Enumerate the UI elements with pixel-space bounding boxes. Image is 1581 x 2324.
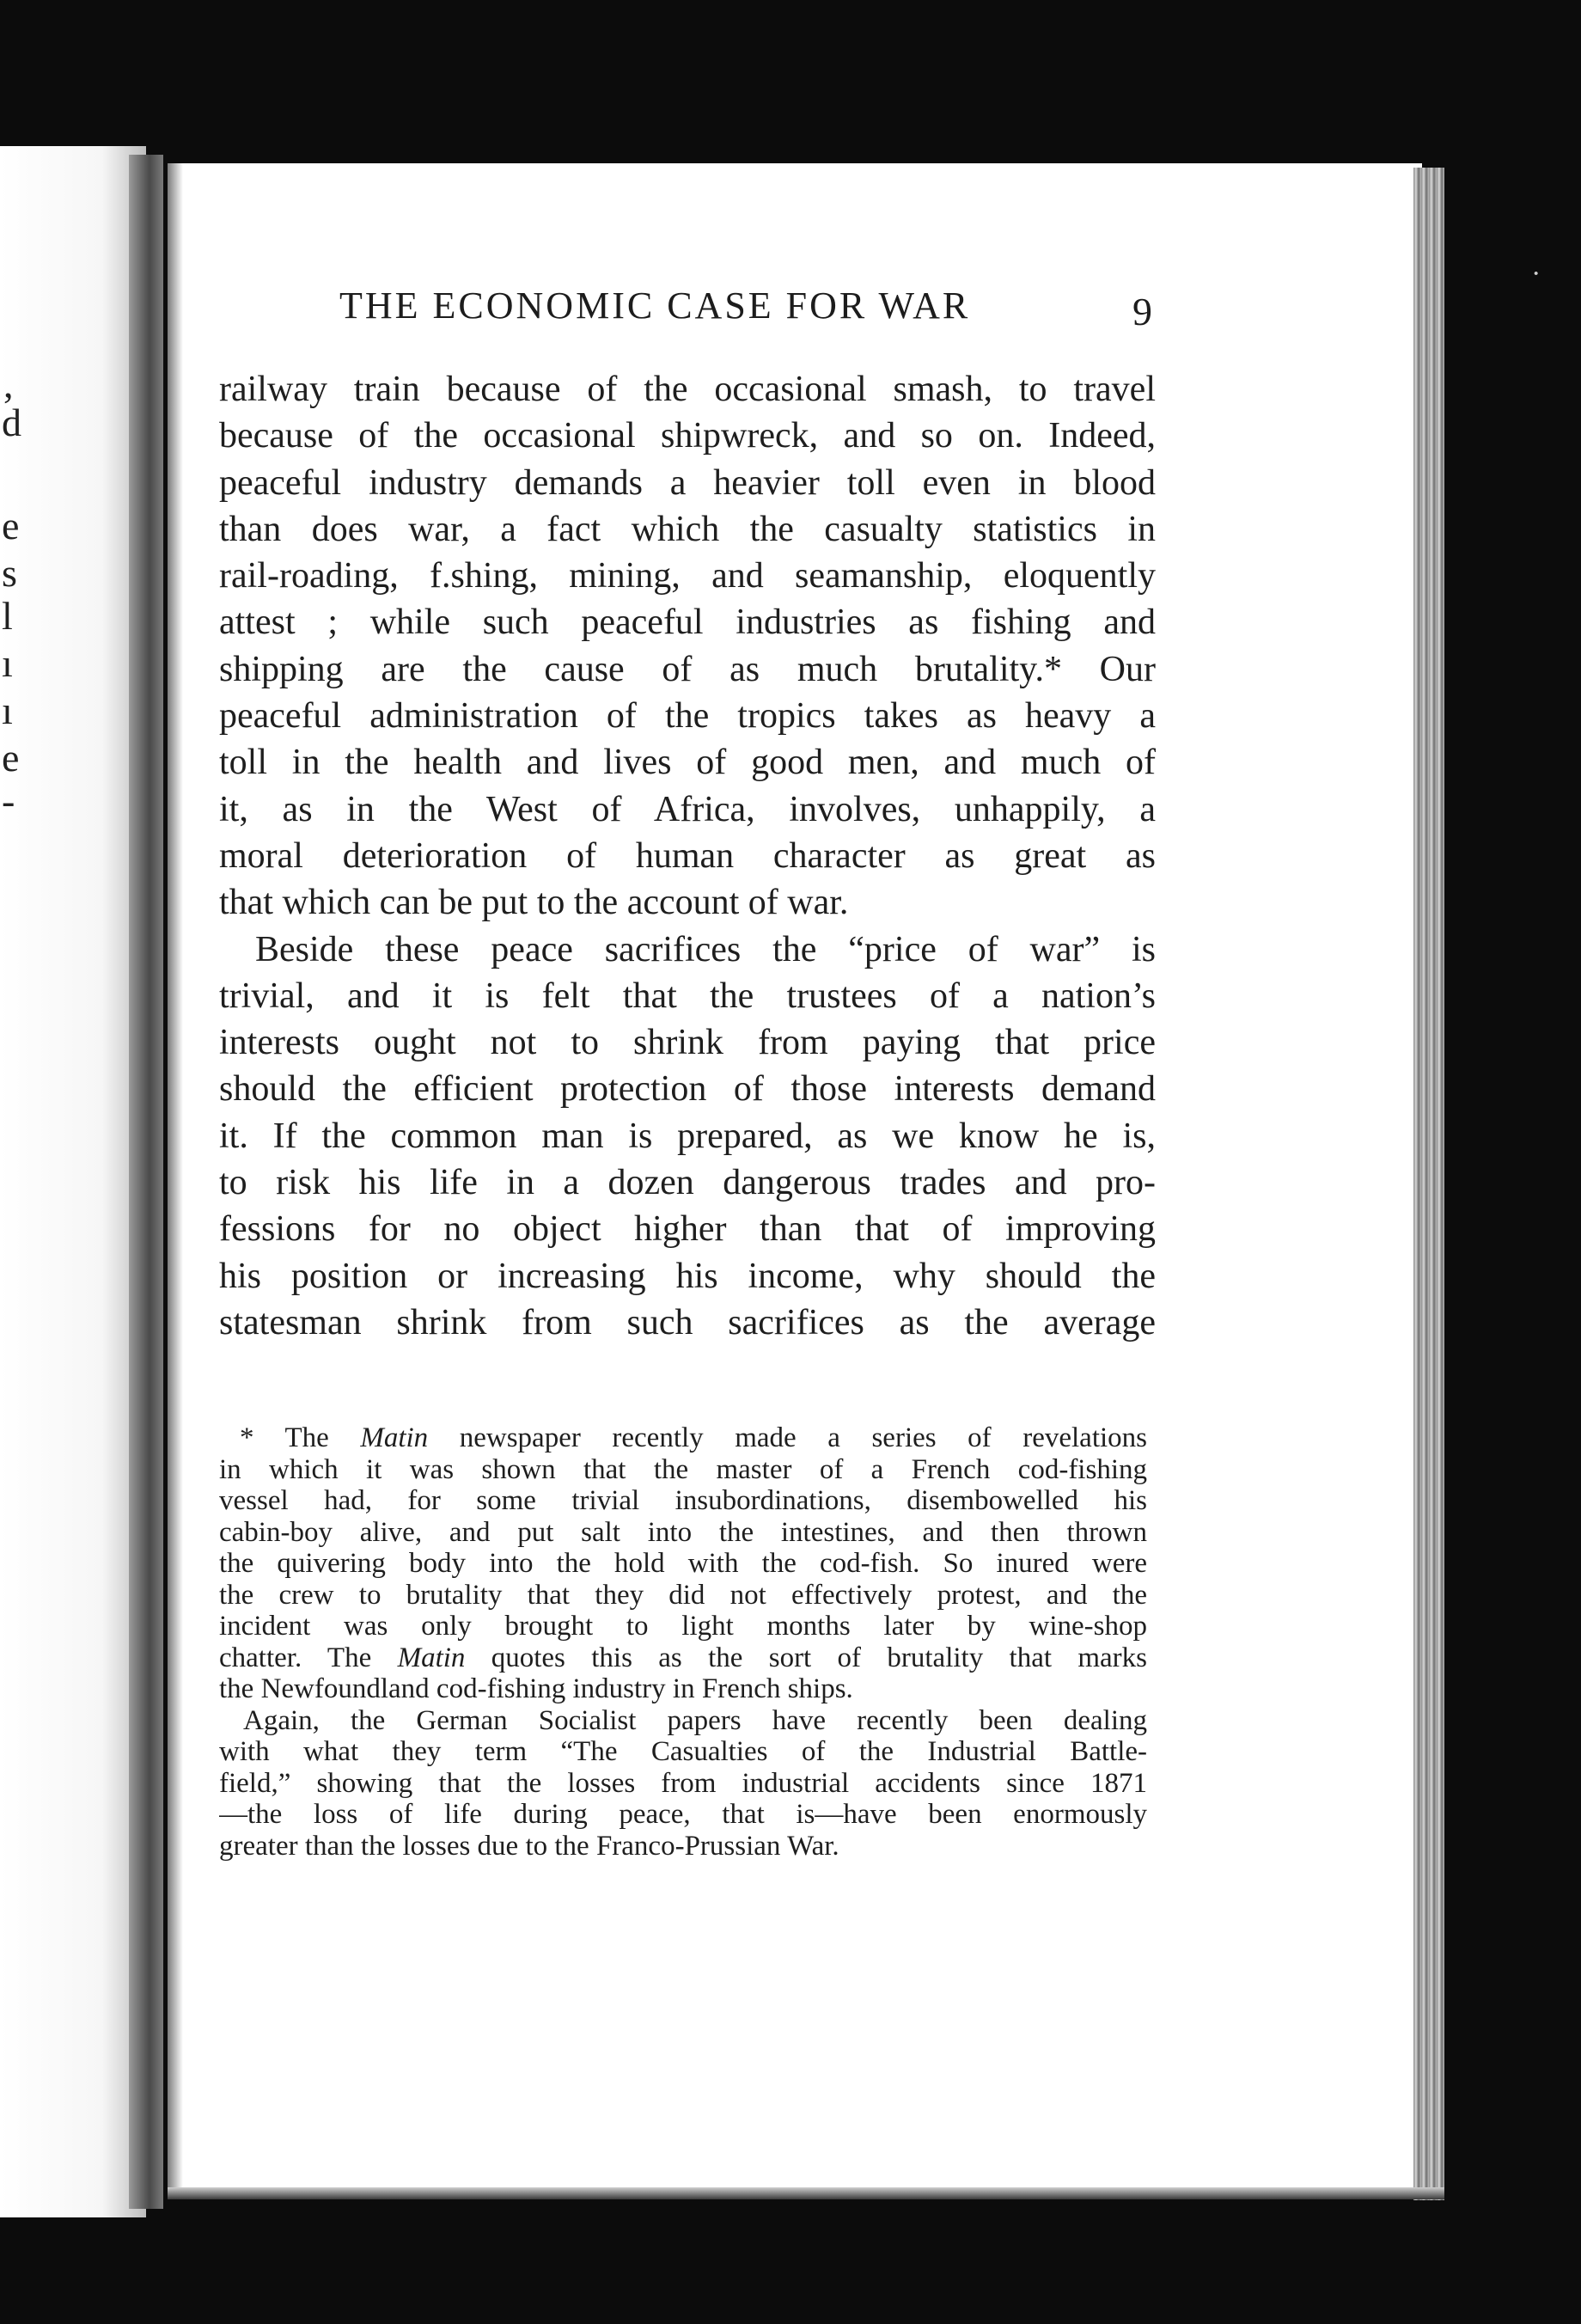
facing-page xyxy=(0,146,146,2217)
facing-page-fragment: d xyxy=(2,401,21,444)
footnote-line: with what they term “The Casualties of the Industrial Battle- xyxy=(219,1736,1147,1767)
footnote-line: cabin-boy alive, and put salt into the intestines, and then thrown xyxy=(219,1516,1147,1548)
body-line: it, as in the West of Africa, involves, unhappily, a xyxy=(219,789,1156,829)
body-line: statesman shrink from such sacrifices as the average xyxy=(219,1302,1156,1342)
body-line: peaceful administration of the tropics takes as heavy a xyxy=(219,696,1156,737)
footnote-line: the crew to brutality that they did not effectively protest, and the xyxy=(219,1579,1147,1611)
body-line: it. If the common man is prepared, as we know he is, xyxy=(219,1116,1156,1156)
footnote-line: vessel had, for some trivial insubordinations, disembowelled his xyxy=(219,1485,1147,1516)
footnote-line: * The Matin newspaper recently made a series of revelations xyxy=(240,1422,1147,1453)
footnote-line: —the loss of life during peace, that is—have been enormously xyxy=(219,1799,1147,1830)
footnote-line: chatter. The Matin quotes this as the sort of brutality that marks xyxy=(219,1642,1147,1673)
body-line: toll in the health and lives of good men, and much of xyxy=(219,743,1156,783)
newspaper-title: Matin xyxy=(397,1642,466,1673)
facing-page-fragment: e xyxy=(2,736,20,780)
body-line: railway train because of the occasional smash, to travel xyxy=(219,370,1156,409)
book-gutter xyxy=(129,155,163,2209)
footnote-line: Again, the German Socialist papers have recently been dealing xyxy=(243,1704,1147,1736)
page-number: 9 xyxy=(1132,290,1152,333)
body-line: shipping are the cause of as much brutality.* Our xyxy=(219,649,1156,689)
page-bottom-shadow xyxy=(168,2187,1444,2199)
facing-page-fragment: ı xyxy=(2,641,13,685)
footnote-line: greater than the losses due to the Franco-Prussian War. xyxy=(219,1830,839,1862)
body-line: trivial, and it is felt that the trustees of a nation’s xyxy=(219,975,1156,1016)
footnote-line: the Newfoundland cod-fishing industry in French ships. xyxy=(219,1673,853,1704)
facing-page-fragment: e xyxy=(2,504,20,547)
footnote xyxy=(219,1422,1147,1862)
body-line: rail-roading, f.shing, mining, and seamanship, eloquently xyxy=(219,556,1156,596)
body-line: because of the occasional shipwreck, and so on. Indeed, xyxy=(219,416,1156,456)
body-line: his position or increasing his income, why should the xyxy=(219,1256,1156,1296)
page-inner-shadow xyxy=(168,163,183,2187)
body-line: Beside these peace sacrifices the “price of war” is xyxy=(255,929,1156,969)
body-line: interests ought not to shrink from paying that price xyxy=(219,1023,1156,1063)
newspaper-title: Matin xyxy=(360,1422,429,1453)
footnote-line: incident was only brought to light months later by wine-shop xyxy=(219,1611,1147,1642)
body-line: peaceful industry demands a heavier toll even in blood xyxy=(219,462,1156,503)
body-line: should the efficient protection of those interests demand xyxy=(219,1069,1156,1110)
facing-page-fragment: , xyxy=(3,362,14,406)
facing-page-fragment: ı xyxy=(2,688,13,732)
body-line: that which can be put to the account of war. xyxy=(219,883,849,923)
body-line: moral deterioration of human character as great as xyxy=(219,835,1156,876)
body-line: to risk his life in a dozen dangerous trades and pro- xyxy=(219,1163,1156,1203)
page-edge-stack xyxy=(1413,168,1444,2200)
facing-page-fragment: - xyxy=(2,779,15,823)
running-head: THE ECONOMIC CASE FOR WAR xyxy=(339,284,971,327)
body-line: attest ; while such peaceful industries as fishing and xyxy=(219,602,1156,643)
body-text xyxy=(219,366,1156,1346)
footnote-line: in which it was shown that the master of a French cod-fishing xyxy=(219,1453,1147,1485)
body-line: fessions for no object higher than that of improving xyxy=(219,1209,1156,1250)
scan-speck: · xyxy=(1531,258,1541,290)
facing-page-fragment: l xyxy=(2,594,13,638)
footnote-line: field,” showing that the losses from industrial accidents since 1871 xyxy=(219,1767,1147,1799)
footnote-line: the quivering body into the hold with the cod-fish. So inured were xyxy=(219,1548,1147,1579)
facing-page-fragment: s xyxy=(2,551,17,595)
body-line: than does war, a fact which the casualty statistics in xyxy=(219,509,1156,549)
